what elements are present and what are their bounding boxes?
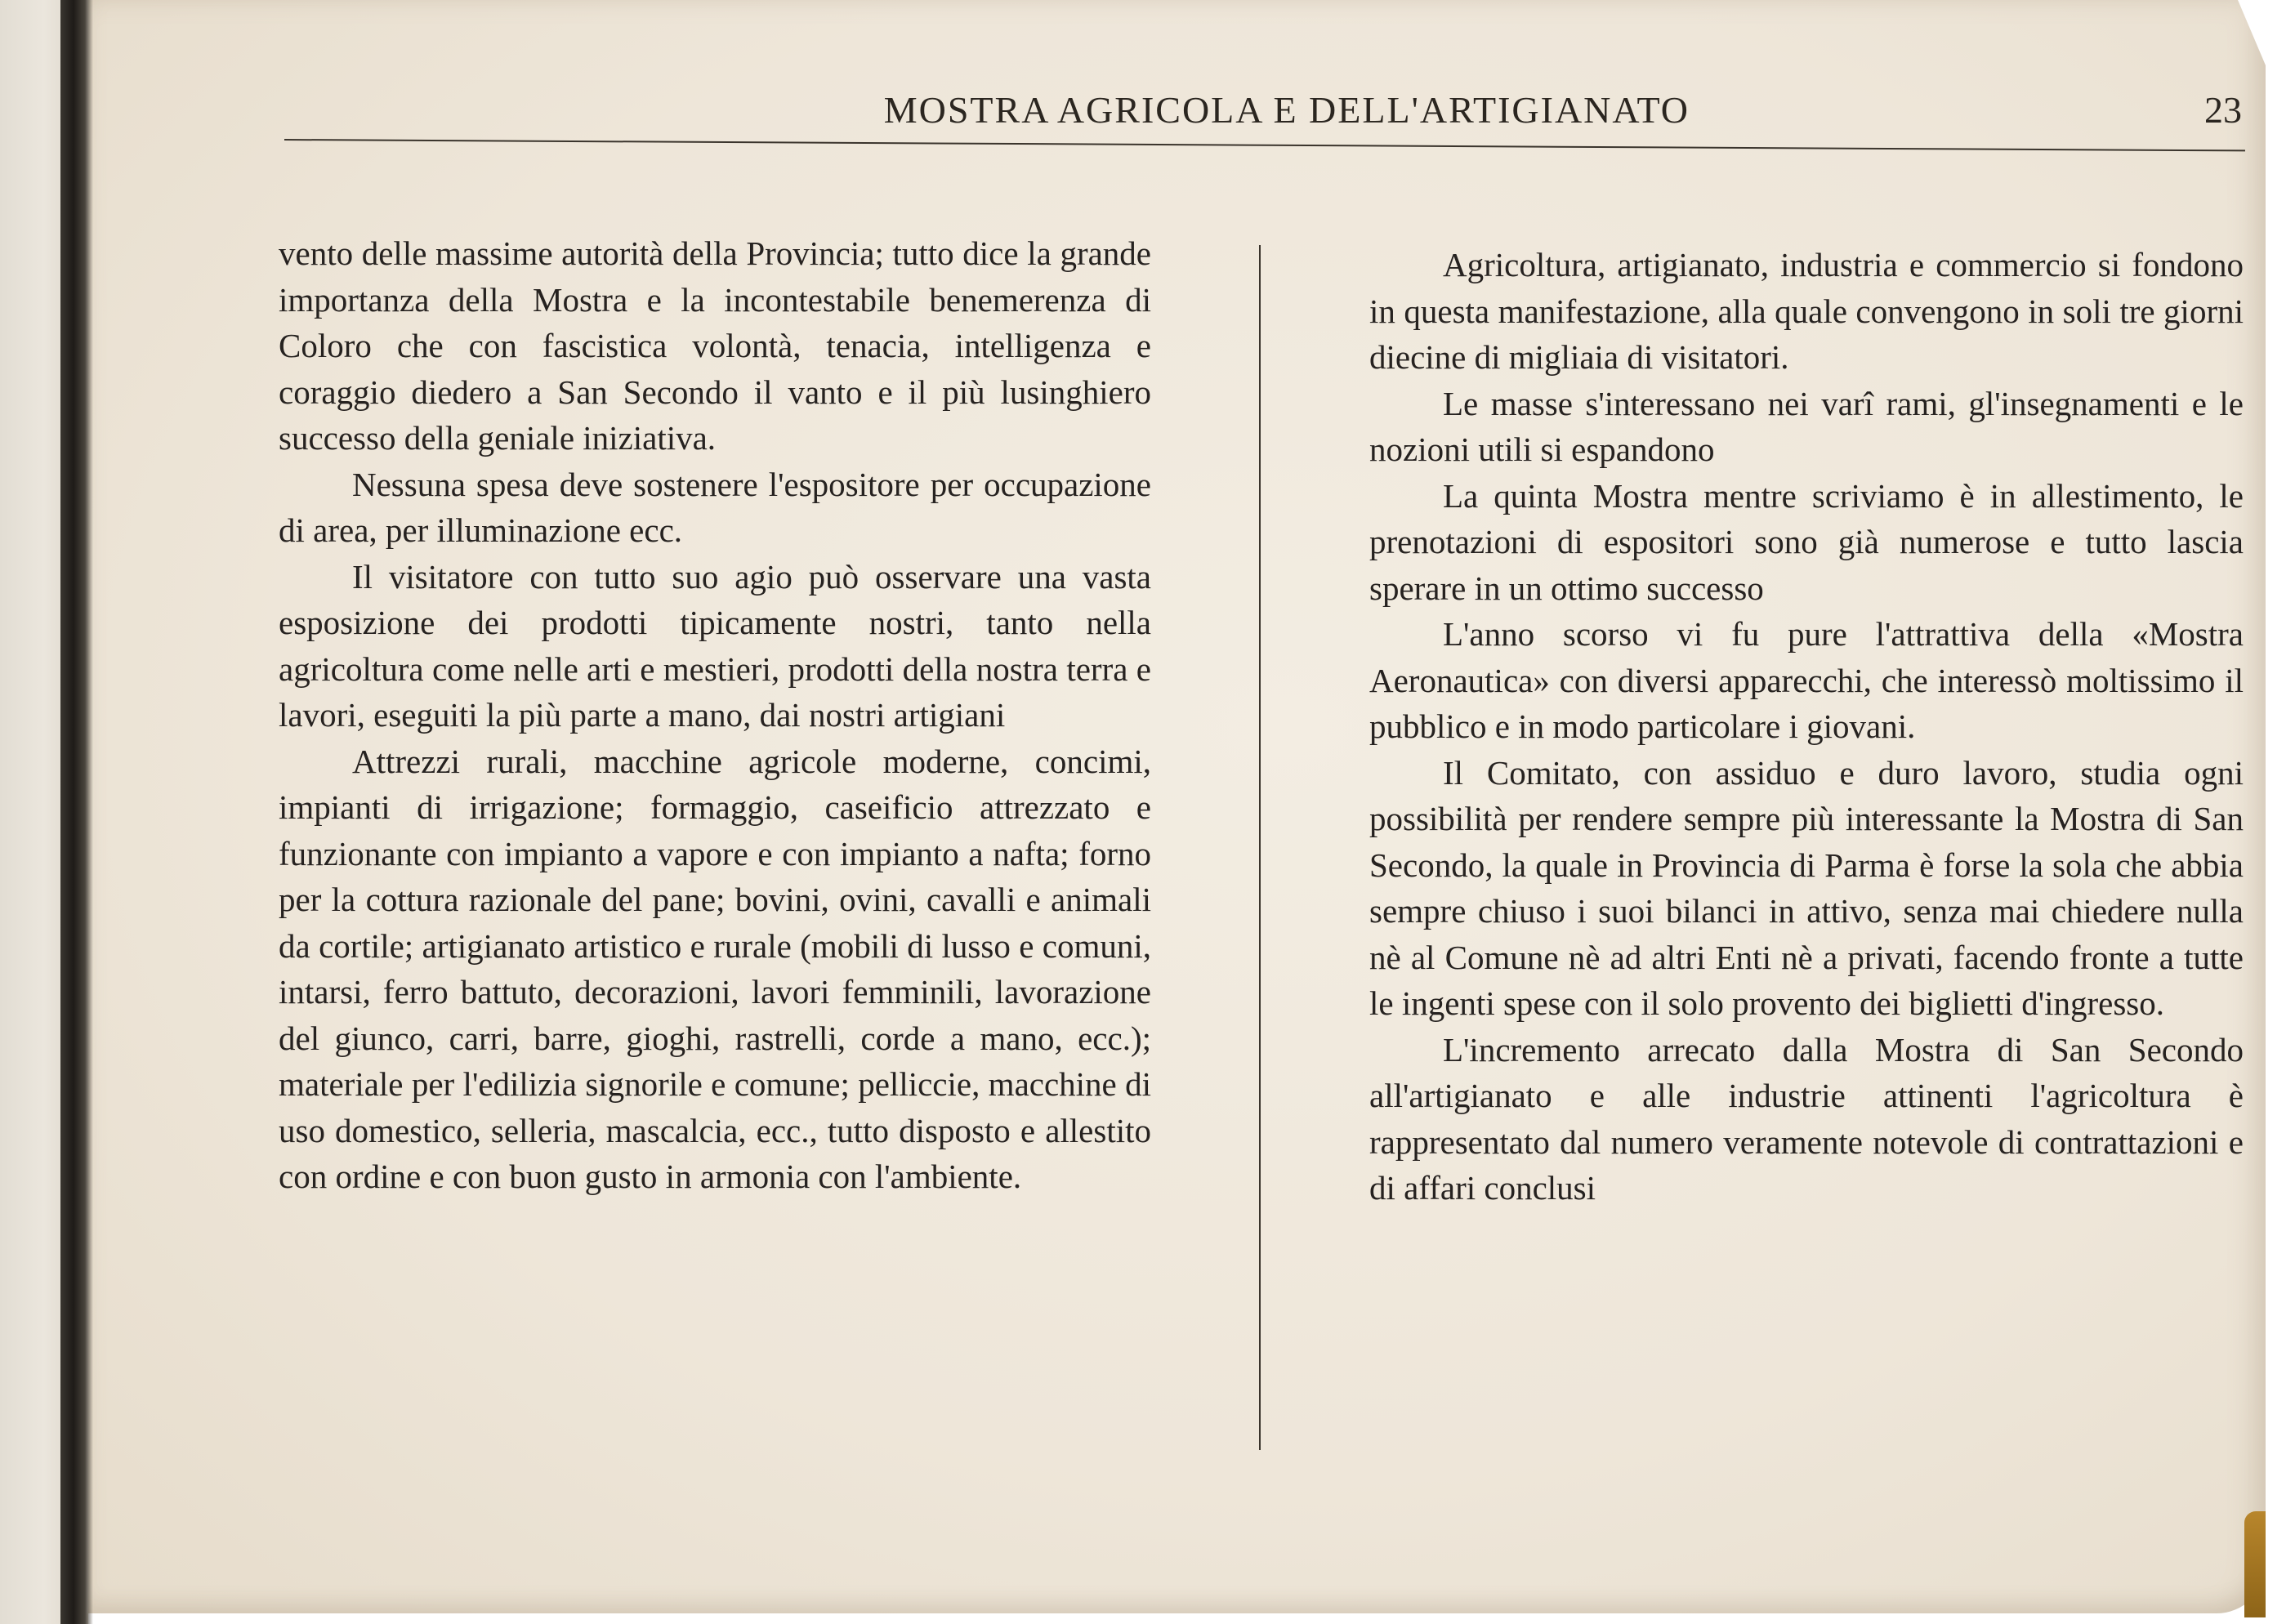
- paragraph: Nessuna spesa deve sostenere l'espositore per occupazione di area, per illuminazione ecc.: [279, 465, 1151, 549]
- paragraph: L'incremento arrecato dalla Mostra di San Secondo all'artigianato e alle industrie attinenti l'agricoltura è rappresentato dal numero veramente notevole di contrattazioni e di affari conclusi: [1369, 1030, 2244, 1207]
- paragraph: Agricoltura, artigianato, industria e commercio si fondono in questa manifestazione, alla quale convengono in soli tre giorni diecine di migliaia di visitatori.: [1369, 246, 2244, 376]
- paragraph: Il visitatore con tutto suo agio può osservare una vasta esposizione dei prodotti tipicamente nostri, tanto nella agricoltura come nelle arti e mestieri, prodotti della nostra terra e lavori, eseguiti la più parte a mano, dai nostri artigiani: [279, 557, 1151, 734]
- column-rule: [1259, 245, 1261, 1450]
- book-binding-gutter: [60, 0, 93, 1624]
- right-column: [1369, 242, 2244, 1211]
- page-number: 23: [2204, 89, 2242, 131]
- page-sheet: [88, 0, 2266, 1613]
- paragraph: L'anno scorso vi fu pure l'attrattiva della «Mostra Aeronautica» con diversi apparecchi, che interessò moltissimo il pubblico e in modo particolare i giovani.: [1369, 615, 2244, 745]
- paragraph: La quinta Mostra mentre scriviamo è in allestimento, le prenotazioni di espositori sono già numerose e tutto lascia sperare in un ottimo successo: [1369, 476, 2244, 607]
- paragraph: Attrezzi rurali, macchine agricole moderne, concimi, impianti di irrigazione; formaggio, caseificio attrezzato e funzionante con impianto a vapore e con impianto a nafta; forno per la cottura razionale del pane; bovini, ovini, cavalli e animali da cortile; artigianato artistico e rurale (mobili di lusso e comuni, intarsi, ferro battuto, decorazioni, lavori femminili, lavorazione del giunco, carri, barre, gioghi, rastrelli, corde a mano, ecc.); materiale per l'edilizia signorile e comune; pelliccie, macchine di uso domestico, selleria, mascalcia, ecc., tutto disposto e allestito con ordine e con buon gusto in armonia con l'ambiente.: [279, 742, 1151, 1195]
- header-rule: [284, 139, 2245, 151]
- running-head: MOSTRA AGRICOLA E DELL'ARTIGIANATO: [883, 89, 1690, 131]
- gilded-page-edge: [2244, 1511, 2266, 1617]
- paragraph: vento delle massime autorità della Provincia; tutto dice la grande importanza della Mostra e la incontestabile benemerenza di Coloro che con fascistica volontà, tenacia, intelligenza e coraggio diedero a San Secondo il vanto e il più lusinghiero successo della geniale iniziativa.: [279, 234, 1151, 457]
- left-column: [279, 230, 1151, 1200]
- paragraph: Le masse s'interessano nei varî rami, gl'insegnamenti e le nozioni utili si espandono: [1369, 384, 2244, 468]
- paragraph: Il Comitato, con assiduo e duro lavoro, studia ogni possibilità per rendere sempre più interessante la Mostra di San Secondo, la quale in Provincia di Parma è forse la sola che abbia sempre chiuso i suoi bilanci in attivo, senza mai chiedere nulla nè al Comune nè ad altri Enti nè a privati, facendo fronte a tutte le ingenti spese con il solo provento dei biglietti d'ingresso.: [1369, 753, 2244, 1022]
- page-corner-fold: [2238, 0, 2266, 65]
